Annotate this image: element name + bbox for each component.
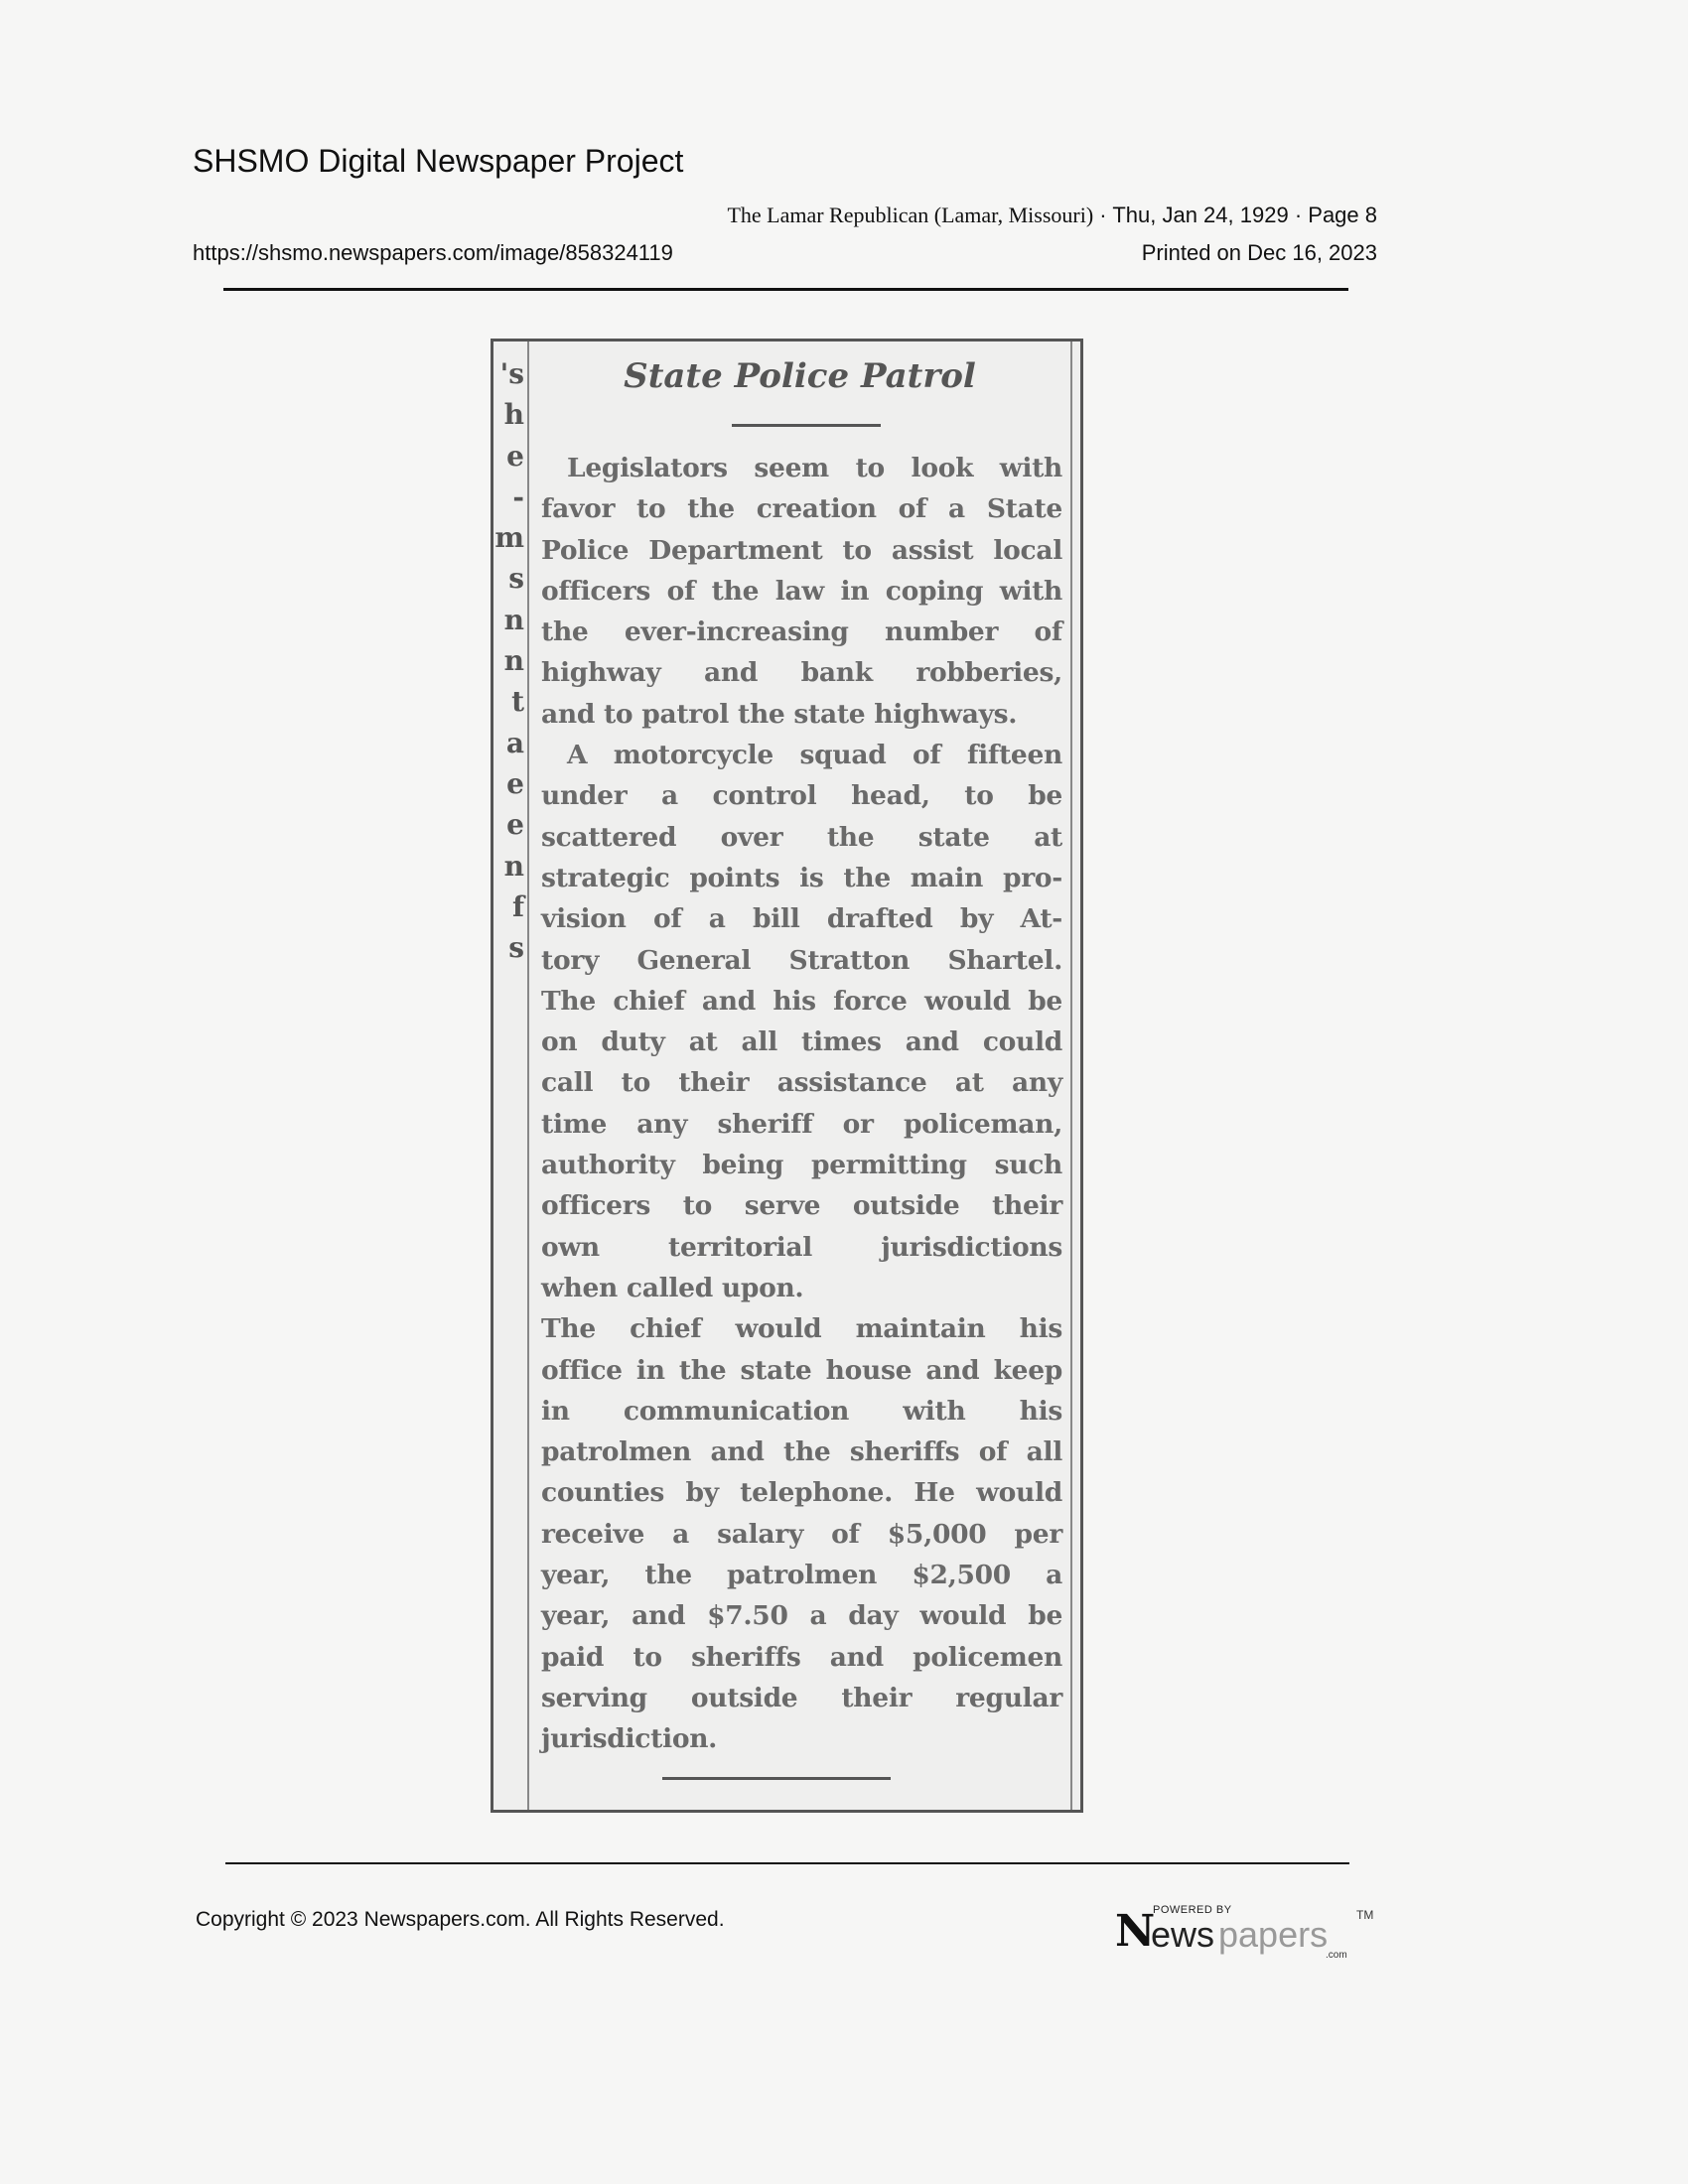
fragment-letter: s: [508, 931, 524, 965]
printed-date: Printed on Dec 16, 2023: [1141, 240, 1377, 265]
article-line: vision of a bill drafted by At-: [541, 903, 1062, 935]
fragment-letter: n: [503, 849, 524, 883]
article-line: paid to sheriffs and policemen: [541, 1641, 1062, 1673]
article-line: The chief and his force would be: [541, 985, 1062, 1017]
headline-rule: [732, 424, 881, 427]
fragment-letter: e: [506, 439, 524, 473]
article-line: A motorcycle squad of fifteen: [567, 740, 1062, 771]
newspaper-clipping: [491, 339, 1083, 1813]
article-line: under a control head, to be: [541, 780, 1062, 812]
article-line: The chief would maintain his: [541, 1313, 1062, 1345]
article-line: own territorial jurisdictions: [541, 1231, 1062, 1263]
article-line: serving outside their regular: [541, 1682, 1062, 1713]
article-line: jurisdiction.: [541, 1723, 718, 1755]
column-rule: [1070, 341, 1072, 1810]
fragment-letter: n: [503, 644, 524, 678]
fragment-letter: m: [494, 521, 524, 555]
article-line: patrolmen and the sheriffs of all: [541, 1436, 1062, 1468]
article-line: office in the state house and keep: [541, 1354, 1062, 1386]
fragment-letter: e: [506, 808, 524, 842]
end-rule: [662, 1777, 891, 1780]
fragment-letter: -: [512, 479, 524, 513]
source-line: [727, 203, 1377, 228]
article-line: authority being permitting such: [541, 1150, 1062, 1181]
article-line: and to patrol the state highways.: [541, 698, 1018, 730]
site-title: SHSMO Digital Newspaper Project: [193, 143, 684, 179]
article-line: highway and bank robberies,: [541, 657, 1062, 689]
fragment-letter: 's: [499, 357, 524, 390]
fragment-letter: s: [508, 562, 524, 596]
newspapers-logo: N POWERED BY ews papers TM .com: [1115, 1904, 1374, 1961]
article-line: time any sheriff or policeman,: [541, 1108, 1062, 1140]
separator: ·: [1294, 203, 1303, 227]
adjacent-column-fragment: [493, 341, 529, 1810]
article-line: tory General Stratton Shartel.: [541, 944, 1062, 976]
fragment-letter: h: [503, 398, 524, 432]
fragment-letter: n: [503, 603, 524, 636]
article-line: year, and $7.50 a day would be: [541, 1600, 1062, 1632]
image-url[interactable]: https://shsmo.newspapers.com/image/858324119: [193, 240, 673, 265]
publication-name: The Lamar Republican (Lamar, Missouri): [727, 203, 1094, 227]
article-line: counties by telephone. He would: [541, 1477, 1062, 1509]
fragment-letter: a: [505, 726, 524, 759]
article-line: strategic points is the main pro-: [541, 862, 1062, 893]
article-line: Police Department to assist local: [541, 534, 1062, 566]
article-line: receive a salary of $5,000 per: [541, 1518, 1062, 1550]
fragment-letter: f: [511, 889, 524, 923]
article-line: scattered over the state at: [541, 821, 1062, 853]
article-body: [541, 448, 1062, 1760]
fragment-letter: t: [511, 685, 524, 719]
copyright-notice: Copyright © 2023 Newspapers.com. All Rights Reserved.: [196, 1908, 725, 1931]
article-headline: State Police Patrol: [624, 356, 976, 396]
article-line: Legislators seem to look with: [567, 453, 1062, 483]
header-divider: [223, 288, 1348, 291]
fragment-letter: e: [506, 766, 524, 800]
article-line: the ever-increasing number of: [541, 616, 1062, 648]
article-line: in communication with his: [541, 1395, 1062, 1427]
separator: ·: [1099, 203, 1107, 227]
article-line: year, the patrolmen $2,500 a: [541, 1560, 1062, 1591]
article-line: call to their assistance at any: [541, 1067, 1062, 1099]
footer-divider: [225, 1862, 1349, 1864]
publication-date: Thu, Jan 24, 1929: [1112, 203, 1289, 227]
article-line: when called upon.: [541, 1272, 804, 1303]
article-line: favor to the creation of a State: [541, 493, 1062, 525]
article-line: officers to serve outside their: [541, 1190, 1062, 1222]
article-line: on duty at all times and could: [541, 1026, 1062, 1058]
page-number: Page 8: [1308, 203, 1377, 227]
article-line: officers of the law in coping with: [541, 575, 1062, 607]
